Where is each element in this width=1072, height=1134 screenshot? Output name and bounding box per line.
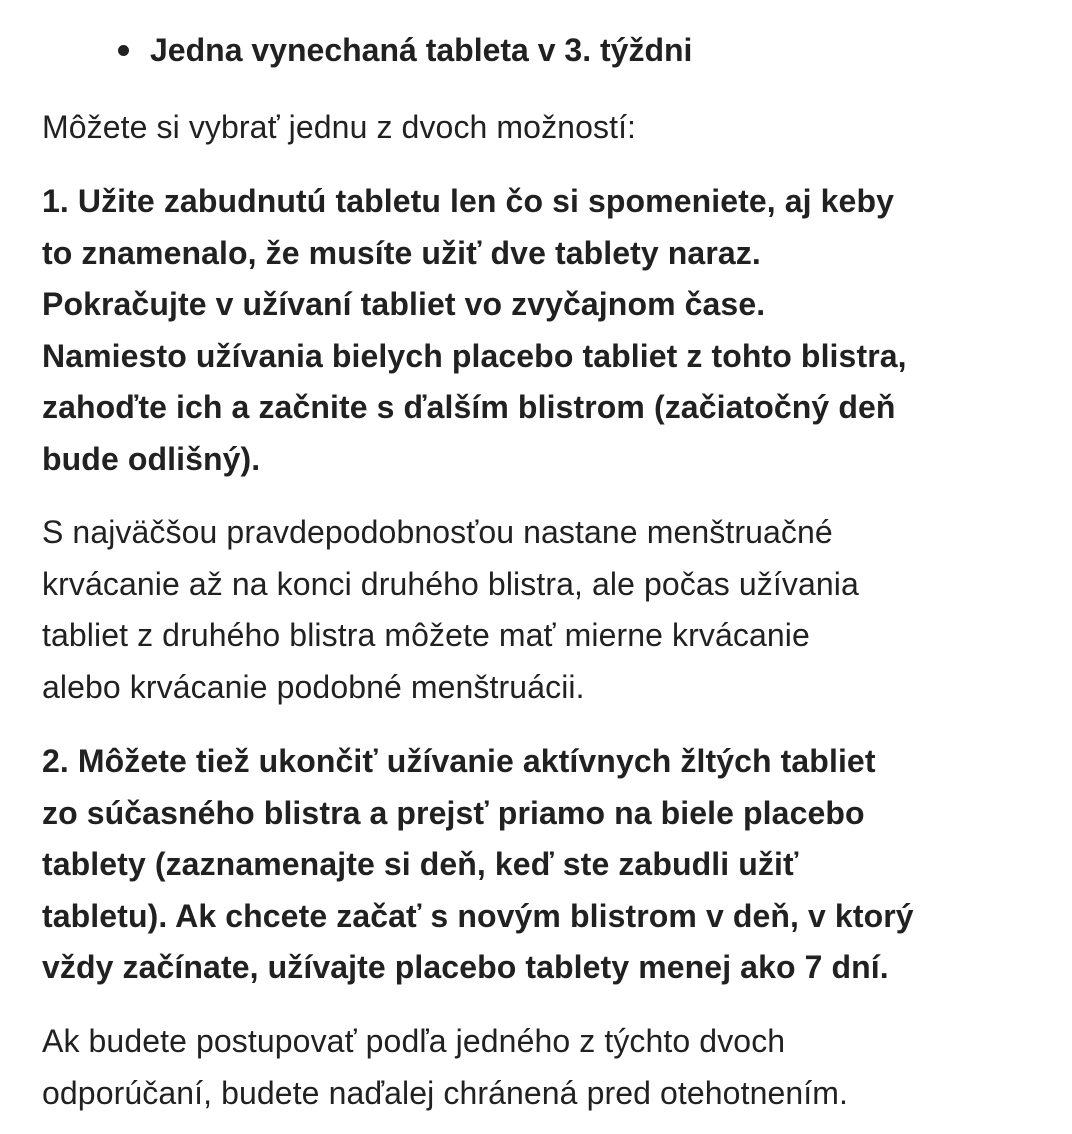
closing-paragraph	[42, 1016, 1042, 1119]
closing-line: Ak budete postupovať podľa jedného z týchto dvoch	[42, 1023, 786, 1059]
option-1-line: 1. Užite zabudnutú tabletu len čo si spomeniete, aj keby	[42, 183, 894, 219]
bullet-text: Jedna vynechaná tableta v 3. týždni	[150, 32, 693, 68]
bleeding-note-paragraph	[42, 507, 1042, 713]
option-2-line: 2. Môžete tiež ukončiť užívanie aktívnych žltých tabliet	[42, 743, 876, 779]
option-2-line: vždy začínate, užívajte placebo tablety menej ako 7 dní.	[42, 949, 889, 985]
option-2-line: zo súčasného blistra a prejsť priamo na biele placebo	[42, 794, 865, 831]
option-2-line: tabletu). Ak chcete začať s novým blistrom v deň, v ktorý	[42, 897, 914, 934]
bleeding-note-line: krvácanie až na konci druhého blistra, ale počas užívania	[42, 565, 859, 602]
option-1-line: Namiesto užívania bielych placebo tabliet z tohto blistra,	[42, 337, 907, 374]
bullet-item	[118, 24, 692, 76]
option-2-paragraph	[42, 736, 1042, 994]
option-1-paragraph	[42, 176, 1042, 485]
option-1-line: zahoďte ich a začnite s ďalším blistrom (začiatočný deň	[42, 389, 896, 425]
option-1-line: to znamenalo, že musíte užiť dve tablety naraz.	[42, 234, 761, 271]
bullet-dot-icon	[118, 45, 129, 56]
bleeding-note-line: tabliet z druhého blistra môžete mať mierne krvácanie	[42, 617, 810, 653]
intro-text: Môžete si vybrať jednu z dvoch možností:	[42, 109, 637, 145]
bleeding-note-line: S najväčšou pravdepodobnosťou nastane menštruačné	[42, 514, 833, 550]
option-1-line: bude odlišný).	[42, 440, 261, 477]
closing-line: odporúčaní, budete naďalej chránená pred otehotnením.	[42, 1074, 849, 1111]
option-1-line: Pokračujte v užívaní tabliet vo zvyčajnom čase.	[42, 286, 766, 322]
bleeding-note-line: alebo krvácanie podobné menštruácii.	[42, 668, 585, 705]
option-2-line: tablety (zaznamenajte si deň, keď ste zabudli užiť	[42, 846, 799, 882]
